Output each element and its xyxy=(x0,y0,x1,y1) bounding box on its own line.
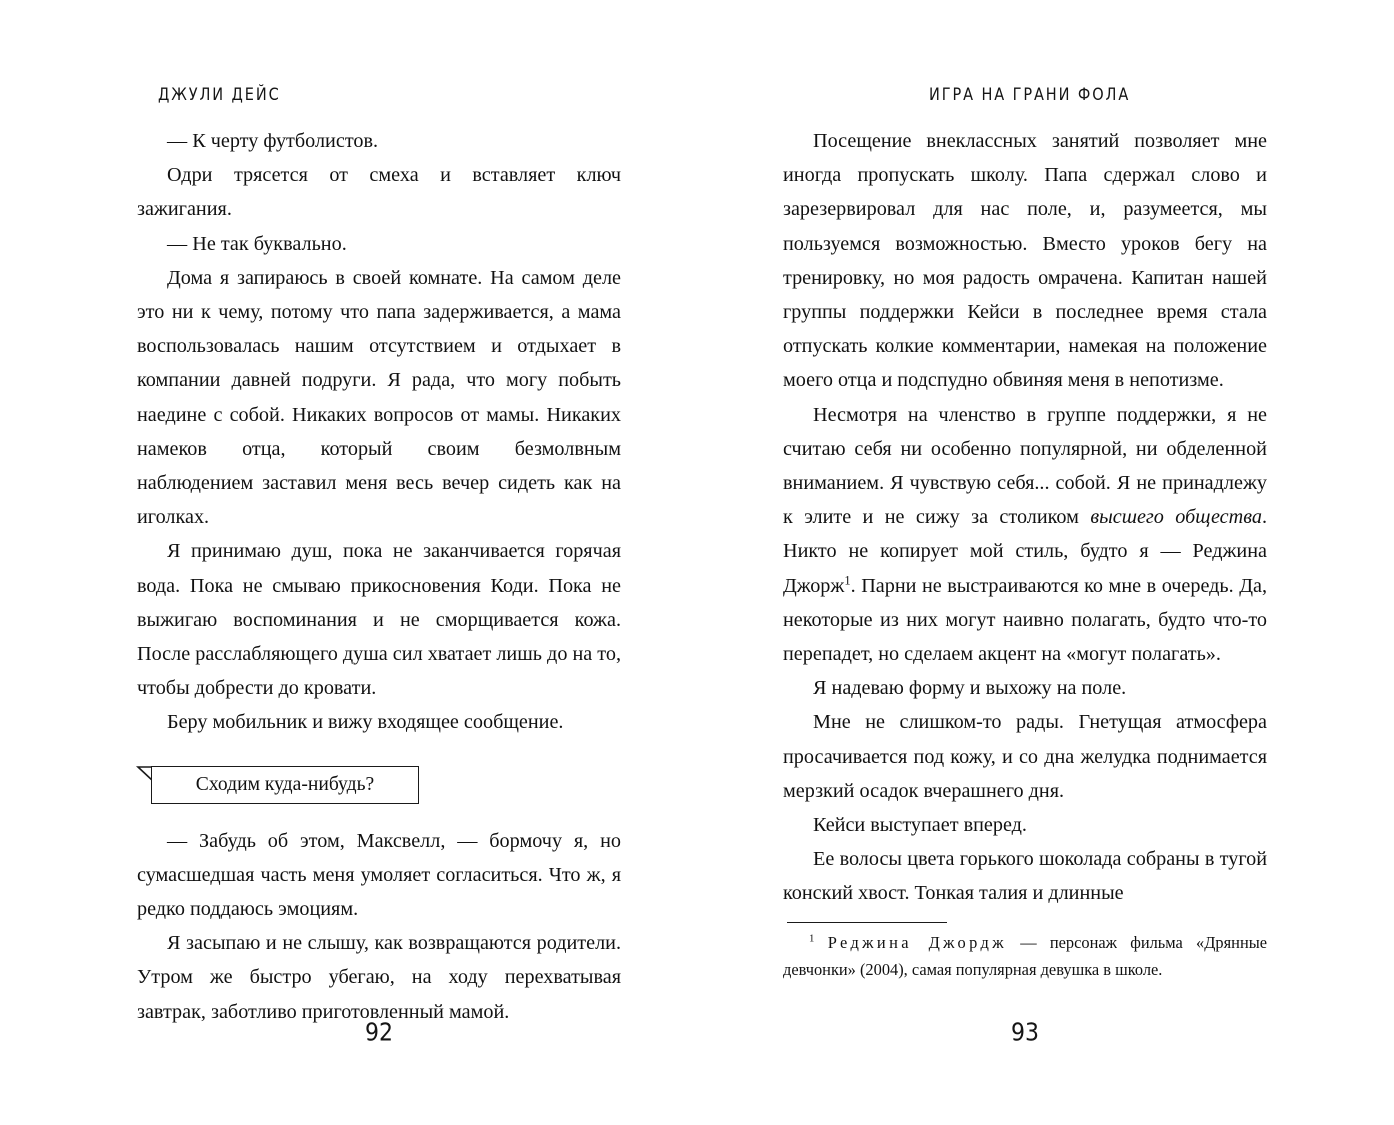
paragraph-text-before-italic: Несмотря на членство в группе поддержки, я не считаю себя ни особенно популярной, ни обделенной вниманием. Я чувствую себя... собой. Я не принадлежу к элите и не сижу за столиком xyxy=(783,403,1267,529)
footnote-block xyxy=(783,922,1267,983)
message-bubble-container xyxy=(137,760,621,806)
footnote-subject-name: Реджина Джордж xyxy=(827,933,1007,952)
paragraph: — Забудь об этом, Максвелл, — бормочу я, но сумасшедшая часть меня умоляет согласиться. Что ж, я редко поддаюсь эмоциям. xyxy=(137,829,621,921)
footnote-body: — персонаж фильма «Дрянные девчонки» (2004), самая популярная девушка в школе. xyxy=(783,933,1268,979)
footnote-separator-rule xyxy=(787,922,947,923)
footnote-reference-marker: 1 xyxy=(844,572,851,587)
italic-phrase: высшего общества xyxy=(1090,506,1262,529)
left-page xyxy=(137,0,621,1125)
left-page-body xyxy=(137,124,621,1029)
message-bubble-text: Сходим куда-нибудь? xyxy=(195,773,375,795)
paragraph: Одри трясется от смеха и вставляет ключ зажигания. xyxy=(137,164,621,221)
running-head-title: ИГРА НА ГРАНИ ФОЛА xyxy=(929,86,1131,105)
page-number-left: 92 xyxy=(365,1019,393,1047)
incoming-message-bubble xyxy=(151,766,419,804)
footnote-text xyxy=(783,930,1267,983)
paragraph: Беру мобильник и вижу входящее сообщение. xyxy=(167,711,564,734)
paragraph-text-middle: . Никто не копирует мой стиль, будто я — Реджина Джорж xyxy=(783,506,1267,597)
paragraph: — К черту футболистов. xyxy=(167,130,379,152)
paragraph: — Не так буквально. xyxy=(167,232,347,255)
right-page xyxy=(783,0,1267,1125)
paragraph: Ее волосы цвета горького шоколада собраны в тугой конский хвост. Тонкая талия и длинные xyxy=(783,848,1267,905)
right-page-body xyxy=(783,124,1267,911)
paragraph: Я надеваю форму и выхожу на поле. xyxy=(813,677,1127,700)
paragraph: Мне не слишком-то рады. Гнетущая атмосфера просачивается под кожу, и со дна желудка поднимается мерзкий осадок вчерашнего дня. xyxy=(783,711,1267,802)
paragraph-text-after: . Парни не выстраиваются ко мне в очередь. Да, некоторые из них могут наивно полагать, будто что-то перепадет, но сделаем акцент на «могут полагать». xyxy=(783,574,1267,666)
running-head-author: ДЖУЛИ ДЕЙС xyxy=(158,86,281,105)
paragraph: Посещение внеклассных занятий позволяет мне иногда пропускать школу. Папа сдержал слово и зарезервировал для нас поле, и, разумеется, мы пользуемся возможностью. Вместо уроков бегу на тренировку, но моя радость омрачена. Капитан нашей группы поддержки Кейси в последнее время стала отпускать колкие комментарии, намекая на положение моего отца и подспудно обвиняя меня в непотизме. xyxy=(783,130,1267,392)
paragraph: Я принимаю душ, пока не заканчивается горячая вода. Пока не смываю прикосновения Коди. Пока не выжигаю воспоминания и не сморщивается кожа. После расслабляющего душа сил хватает лишь до на то, чтобы добрести до кровати. xyxy=(137,540,621,700)
paragraph: Дома я запираюсь в своей комнате. На самом деле это ни к чему, потому что папа задерживается, а мама воспользовалась нашим отсутствием и отдыхает в компании давней подруги. Я рада, что могу побыть наедине с собой. Никаких вопросов от мамы. Никаких намеков отца, который своим безмолвным наблюдением заставил меня весь вечер сидеть как на иголках. xyxy=(137,266,621,529)
paragraph: Я засыпаю и не слышу, как возвращаются родители. Утром же быстро убегаю, на ходу перехватывая завтрак, заботливо приготовленный мамой. xyxy=(137,932,621,1023)
page-number-right: 93 xyxy=(1011,1019,1039,1047)
paragraph: Кейси выступает вперед. xyxy=(813,814,1027,837)
footnote-marker: 1 xyxy=(809,932,815,945)
paragraph-with-footnote-reference xyxy=(783,398,1267,672)
